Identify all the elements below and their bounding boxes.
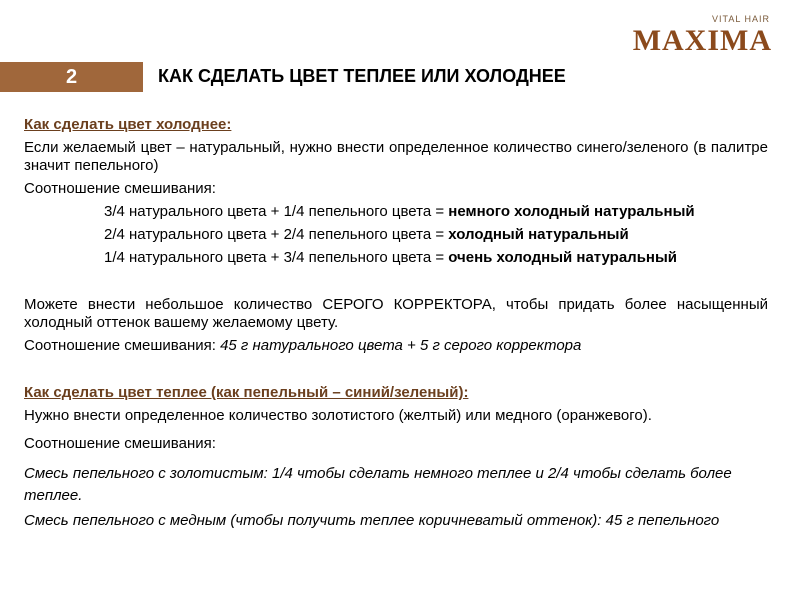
mix-ratio: 3/4 натурального цвета + 1/4 пепельного цвета =: [104, 203, 449, 220]
cold-intro: Если желаемый цвет – натуральный, нужно внести определенное количество синего/зеленого (в палитре значит пепельного): [24, 139, 768, 174]
logo-brand: MAXIMA: [632, 24, 772, 57]
mix-ratio: 1/4 натурального цвета + 3/4 пепельного цвета =: [104, 249, 449, 266]
cold-mix-2: [24, 226, 768, 244]
cold-heading: Как сделать цвет холоднее:: [24, 116, 232, 133]
content: [24, 116, 768, 530]
page-title: КАК СДЕЛАТЬ ЦВЕТ ТЕПЛЕЕ ИЛИ ХОЛОДНЕЕ: [158, 66, 566, 86]
ratio-label: Соотношение смешивания:: [24, 337, 221, 354]
mix-result: холодный натуральный: [448, 226, 629, 243]
warm-ratio-label: Соотношение смешивания:: [24, 435, 216, 452]
ratio-value: 45 г натурального цвета + 5 г серого корректора: [220, 337, 582, 354]
logo: [632, 14, 772, 57]
logo-tagline: VITAL HAIR: [711, 14, 770, 24]
slide-number: 2: [0, 62, 143, 92]
cold-mix-1: [24, 203, 768, 221]
corrector-note: Можете внести небольшое количество СЕРОГО КОРРЕКТОРА, чтобы придать более насыщенный холодный оттенок вашему желаемому цвету.: [24, 296, 768, 331]
cold-ratio-label: Соотношение смешивания:: [24, 180, 216, 197]
warm-mix-2: Смесь пепельного с медным (чтобы получить теплее коричневатый оттенок): 45 г пепельного: [24, 512, 720, 529]
mix-result: очень холодный натуральный: [448, 249, 678, 266]
corrector-ratio: [24, 337, 768, 355]
mix-ratio: 2/4 натурального цвета + 2/4 пепельного цвета =: [104, 226, 449, 243]
warm-heading: Как сделать цвет теплее (как пепельный – синий/зеленый):: [24, 384, 469, 401]
mix-result: немного холодный натуральный: [448, 203, 695, 220]
warm-mix-1: Смесь пепельного с золотистым: 1/4 чтобы сделать немного теплее и 2/4 чтобы сделать более теплее.: [24, 465, 732, 504]
cold-mix-3: [24, 249, 768, 267]
warm-intro: Нужно внести определенное количество золотистого (желтый) или медного (оранжевого).: [24, 407, 652, 424]
